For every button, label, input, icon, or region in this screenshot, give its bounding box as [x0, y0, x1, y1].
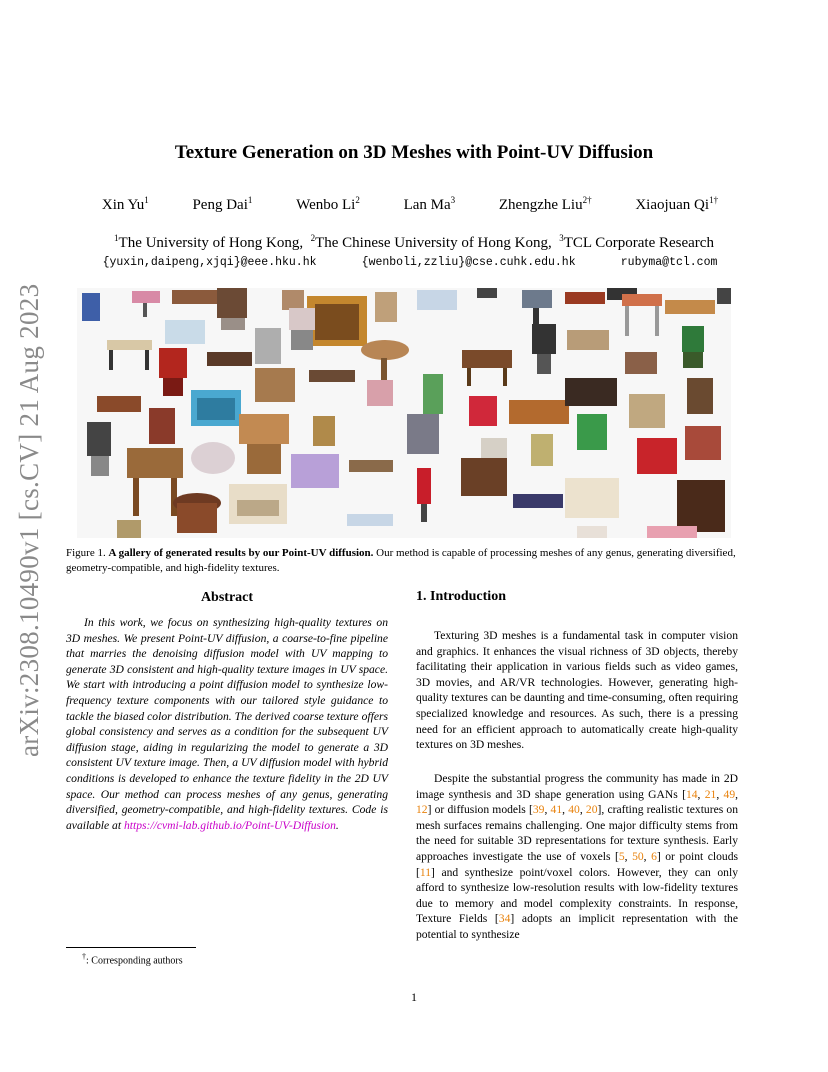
citation-link[interactable]: 34: [498, 912, 511, 926]
intro-paragraph: Texturing 3D meshes is a fundamental task in computer vision and graphics. It enhances the visual richness of 3D objects, thereby facilitating their application in various fields such as video games, 3D movies, and AR/VR technologies. However, generating high-quality textures can be daunting and time-consuming, often requiring specialized knowledge and resources. As such, there is a pressing need for an efficient approach to automatically create high-quality textures on 3D meshes.: [416, 629, 738, 752]
citation-link[interactable]: 5: [618, 849, 625, 863]
citation-link[interactable]: 14: [685, 787, 698, 801]
author: Peng Dai$^1$: [192, 195, 253, 213]
footnote: †: Corresponding authors: [82, 952, 183, 967]
email: rubyma@tcl.com: [620, 256, 718, 269]
citation-link[interactable]: 41: [550, 803, 563, 817]
citation-link[interactable]: 50: [632, 849, 644, 863]
citation-link[interactable]: 12: [416, 803, 428, 817]
intro-paragraph: Despite the substantial progress the community has made in 2D image synthesis and 3D shape generation using GANs [14, 21, 49, 12] or diffusion models [39, 41, 40, 20], crafting realistic textures on mesh surfaces remains challenging. One major difficulty stems from the need for suitable 3D representations for texture synthesis. Early approaches investigate the use of voxels [5, 50, 6] or point clouds [11] and synthesize point/voxel colors. However, they can only afford to synthesize low-resolution results with low-fidelity textures due to memory and model complexity constraints. In response, Texture Fields [34] adopts an implicit representation with the potential to synthesize: [416, 772, 739, 941]
author-list: [80, 195, 740, 214]
section-heading-introduction: 1. Introduction: [416, 589, 506, 604]
email: {wenboli,zzliu}@cse.cuhk.edu.hk: [361, 256, 576, 269]
abstract-text: In this work, we focus on synthesizing high-quality textures on 3D meshes. We present Point-UV diffusion, a coarse-to-fine pipeline that marries the denoising diffusion model with UV mapping to generate 3D consistent and high-quality texture images in UV space. We start with introducing a point diffusion model to synthesize low-frequency texture components with our tailored style guidance to tackle the biased color distribution. The derived coarse texture offers global consistency and serves as a condition for the subsequent UV diffusion stage, aiding in regularizing the model to generate a 3D consistent UV texture image. Then, a UV diffusion model with hybrid conditions is developed to enhance the texture fidelity in the 2D UV space. Our method can process meshes of any genus, generating diversified, geometry-compatible, and high-fidelity textures. Code is available at https://cvmi-lab.github.io/Point-UV-Diffusion.: [66, 616, 388, 832]
citation-link[interactable]: 11: [419, 865, 432, 879]
citation-link[interactable]: 39: [532, 803, 545, 817]
email: {yuxin,daipeng,xjqi}@eee.hku.hk: [102, 256, 317, 269]
author: Zhengzhe Liu$^{2\dagger}$: [498, 195, 592, 213]
citation-link[interactable]: 21: [704, 787, 717, 801]
page-number: 1: [411, 990, 417, 1004]
author: Wenbo Li$^2$: [296, 195, 360, 213]
paper-title: Texture Generation on 3D Meshes with Point-UV Diffusion: [174, 142, 654, 163]
footnote-rule: [66, 947, 196, 948]
citation-link[interactable]: 49: [723, 787, 736, 801]
citation-link[interactable]: 6: [651, 849, 657, 863]
affiliations: $^1$The University of Hong Kong, $^2$The Chinese University of Hong Kong, $^3$TCL Corporate Research: [114, 233, 714, 251]
arxiv-stamp: arXiv:2308.10490v1 [cs.CV] 21 Aug 2023: [14, 283, 44, 757]
citation-link[interactable]: 20: [585, 803, 598, 817]
author: Xiaojuan $Qi^{1\dagger}$: [635, 195, 719, 213]
author: Xin Yu$^1$: [101, 195, 149, 213]
author: Lan Ma$^3$: [403, 195, 456, 213]
citation-link[interactable]: 40: [568, 803, 580, 817]
figure-caption: Figure 1. A gallery of generated results by our Point-UV diffusion. Our method is capable of processing meshes of any genus, generating diversified, geometry-compatible, and high-fidelity textures.: [66, 547, 736, 574]
email-list: [80, 256, 740, 269]
furniture-gallery-image: [77, 288, 731, 538]
abstract-heading: Abstract: [200, 590, 254, 605]
code-link[interactable]: https://cvmi-lab.github.io/Point-UV-Diffusion: [123, 818, 336, 832]
